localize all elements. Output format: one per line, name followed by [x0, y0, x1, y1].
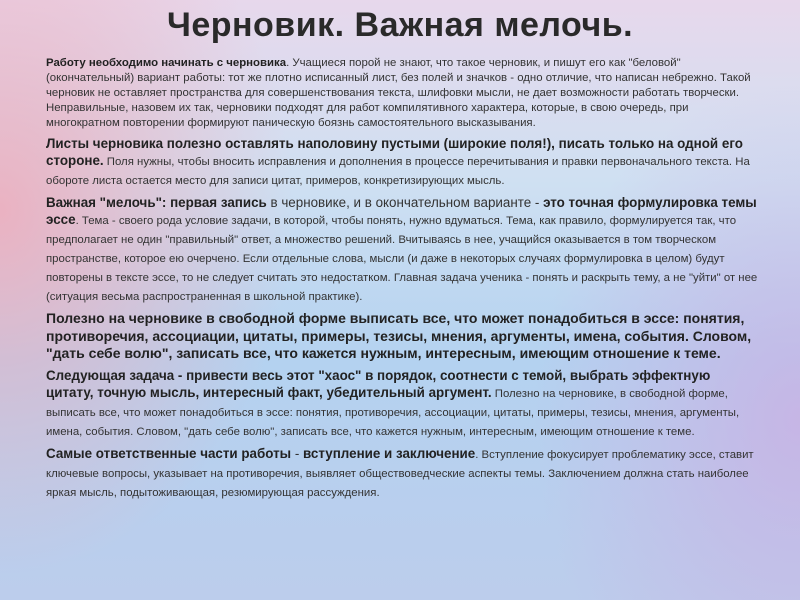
paragraph-6-text: . Вступление фокусирует проблематику эссе, ставит ключевые вопросы, указывает на противоречия, выявляет обществоведческие аспекты темы. Заключением должна стать наиболее яркая мысль, подытоживающая, резюмирующая рассуждения.: [46, 448, 754, 499]
slide-title: Черновик. Важная мелочь.: [166, 6, 634, 44]
paragraph-first-entry: [46, 194, 758, 306]
paragraph-next-task: [46, 367, 758, 441]
paragraph-6-mid: -: [291, 445, 304, 461]
paragraph-3-bold-2: это точная формулировка темы эссе: [46, 195, 757, 227]
paragraph-draft-start: [46, 56, 758, 131]
paragraph-intro-conclusion: [46, 445, 758, 502]
paragraph-3-mid: в черновике, и в окончательном варианте -: [266, 195, 544, 210]
paragraph-5-bold: Следующая задача - привести весь этот "хаос" в порядок, соотнести с темой, выбрать эффектную цитату, точную мысль, интересный факт, убедительный аргумент.: [46, 367, 711, 400]
paragraph-3-bold-1: Важная "мелочь": первая запись: [46, 195, 267, 210]
paragraph-3-text: . Тема - своего рода условие задачи, в которой, чтобы понять, нужно вдуматься. Тема, как правило, формулируется так, что предполагает не один "правильный" ответ, а множество решений. Вчитываясь в нее, учащийся оказывается в том творческом пространстве, которое ею очерчено. Если отдельные слова, мысли (и даже в некоторых случаях формулировка в целом) будут повторены в тексте эссе, то не следует считать это недостатком. Главная задача ученика - понять и раскрыть тему, а не "уйти" от нее (ситуация весьма распространенная в школьной практике).: [46, 215, 758, 303]
paragraph-6-bold-1: Самые ответственные части работы: [46, 445, 292, 461]
paragraph-6-bold-2: вступление и заключение: [303, 445, 476, 461]
paragraph-4-bold: Полезно на черновике в свободной форме выписать все, что может понадобиться в эссе: понятия, противоречия, ассоциации, цитаты, примеры, тезисы, мнения, аргументы, имена, события. Словом, "дать себе волю", записать все, что кажется нужным, интересным, имеющим отношение к теме.: [46, 310, 752, 361]
paragraph-free-form: [46, 310, 758, 363]
paragraph-half-empty-sheets: [46, 135, 758, 190]
paragraph-5-text: Полезно на черновике, в свободной форме, выписать все, что может понадобиться в эссе: понятия, противоречия, ассоциации, цитаты, примеры, тезисы, мнения, аргументы, имена, события. Словом, "дать себе волю", записать все, что кажется нужным, интересным, имеющим отношение к теме.: [46, 387, 740, 438]
paragraph-1-bold: Работу необходимо начинать с черновика: [46, 57, 287, 69]
slide-body: [46, 56, 758, 506]
paragraph-1-text: . Учащиеся порой не знают, что такое черновик, и пишут его как "беловой" (окончательный) вариант работы: тот же плотно исписанный лист, без полей и значков - одно отличие, что написан небрежно. Такой черновик не оставляет пространства для совершенствования текста, шлифовки мысли, не дает возможности работать творчески. Неправильные, назовем их так, черновики подходят для работ компилятивного характера, которые, в свою очередь, при многократном повторении формируют паническую боязнь самостоятельного высказывания.: [46, 57, 751, 129]
paragraph-2-text: Поля нужны, чтобы вносить исправления и дополнения в процессе перечитывания и правки первоначального текста. На обороте листа остается место для записи цитат, примеров, конкретизирующих мысль.: [46, 156, 750, 187]
paragraph-2-bold: Листы черновика полезно оставлять наполовину пустыми (широкие поля!), писать только на одной его стороне.: [46, 136, 743, 168]
